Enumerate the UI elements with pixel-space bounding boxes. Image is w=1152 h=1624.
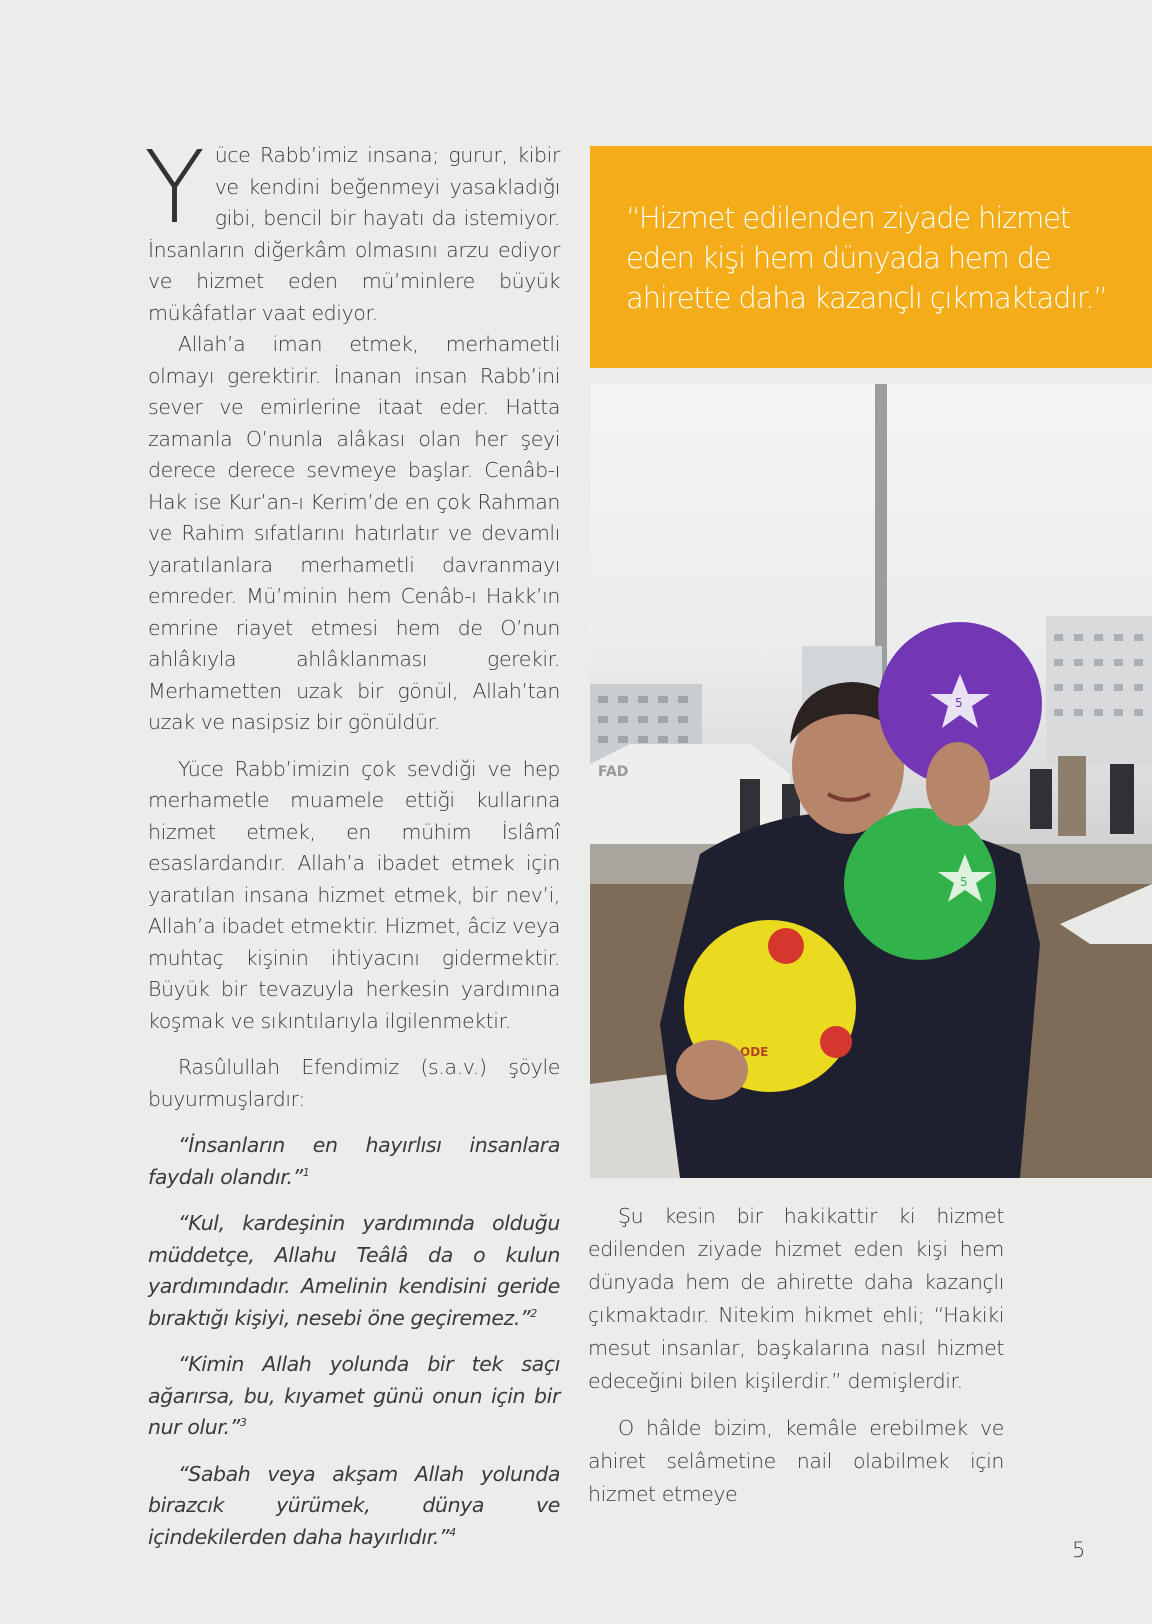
person-beige (1058, 756, 1086, 836)
intro-paragraph (144, 129, 560, 329)
footnote-ref-1: 1 (302, 1165, 310, 1179)
page-number: 5 (1072, 1538, 1086, 1562)
hadith-quote-3-text: “Kimin Allah yolunda bir tek saçı ağarırsa, bu, kıyamet günü onun için bir nur olur.” (148, 1352, 560, 1439)
yellow-ball-star-top (768, 928, 804, 964)
hadith-quote-4-text: “Sabah veya akşam Allah yolunda birazcık yürümek, dünya ve içindekilerden daha hayırlıdır.” (148, 1461, 560, 1549)
right-paragraph-1: Şu kesin bir hakikattir ki hizmet edilenden ziyade hizmet eden kişi hem dünyada hem de ahirette daha kazançlı çıkmaktadır. Nitekim hikmet ehli; “Hakiki mesut insanlar, başkalarına nasıl hizmet edeceğini bilen kişilerdir.” demişlerdir. (588, 1204, 1004, 1393)
hadith-quote-2 (148, 1208, 560, 1334)
footnote-ref-4: 4 (449, 1525, 456, 1539)
intro-paragraph-text: üce Rabb’imiz insana; gurur, kibir ve kendini beğenmeyi yasakladığı gibi, bencil bir hayatı da istemiyor. İnsanların diğerkâm olmasını arzu ediyor ve hizmet eden mü’minlere büyük mükâfatlar vaat ediyor. (148, 143, 560, 325)
photo-illustration (590, 384, 1152, 1178)
yellow-ball-label: ODE (740, 1045, 769, 1059)
pull-quote-banner (590, 146, 1152, 368)
footnote-ref-3: 3 (239, 1416, 247, 1430)
hadith-quote-1 (148, 1130, 560, 1193)
hadith-quote-2-text: “Kul, kardeşinin yardımında olduğu müddetçe, Allahu Teâlâ da o kulun yardımındadır. Amelinin kendisini geride bıraktığı kişiyi, nesebi öne geçiremez.” (148, 1211, 560, 1330)
green-ball-label: 5 (960, 875, 968, 889)
right-text-column (588, 1200, 1004, 1511)
yellow-ball-star-right (820, 1026, 852, 1058)
left-text-column (144, 129, 560, 1553)
hadith-quote-1-text: “İnsanların en hayırlısı insanlara faydalı olandır.” (148, 1133, 560, 1189)
boy-hand-right (926, 742, 990, 826)
tent-text: FAD (598, 764, 629, 780)
paragraph-3: Yüce Rabb’imizin çok sevdiği ve hep merhametle muamele ettiği kullarına hizmet etmek, en mühim İslâmî esaslardandır. Allah’a ibadet etmek için yaratılan insana hizmet etmek, bir nev’i, Allah’a ibadet etmektir. Hizmet, âciz veya muhtaç kişinin ihtiyacını gidermektir. Büyük bir tevazuyla herkesin yardımına koşmak ve sıkıntılarıyla ilgilenmektir. (148, 756, 560, 1033)
hadith-quote-3 (148, 1349, 560, 1444)
pull-quote-text: “Hizmet edilenden ziyade hizmet eden kişi hem dünyada hem de ahirette daha kazançlı çıkmaktadır.” (626, 201, 1107, 315)
paragraph-2: Allah’a iman etmek, merhametli olmayı gerektirir. İnanan insan Rabb’ini sever ve emirlerine itaat eder. Hatta zamanla O’nunla alâkası olan her şeyi derece derece sevmeye başlar. Cenâb-ı Hak ise Kur’an-ı Kerim’de en çok Rahman ve Rahim sıfatlarını hatırlatır ve devamlı yaratılanlara merhametli davranmayı emreder. Mü’minin hem Cenâb-ı Hakk’ın emrine riayet etmesi hem de O’nun ahlâkıyla ahlâklanması gerekir. Merhametten uzak bir gönül, Allah’tan uzak ve nasipsiz bir gönüldür. (148, 332, 560, 734)
drop-cap: Y (144, 129, 205, 246)
footnote-ref-2: 2 (530, 1306, 537, 1320)
right-paragraph-2: O hâlde bizim, kemâle erebilmek ve ahiret selâmetine nail olabilmek için hizmet etmeye (588, 1416, 1004, 1506)
boy-hand-left (676, 1040, 748, 1100)
photo-boy-with-balls (590, 384, 1152, 1178)
purple-ball-label: 5 (955, 696, 963, 710)
hadith-quote-4 (148, 1459, 560, 1554)
paragraph-4: Rasûlullah Efendimiz (s.a.v.) şöyle buyurmuşlardır: (148, 1055, 560, 1111)
